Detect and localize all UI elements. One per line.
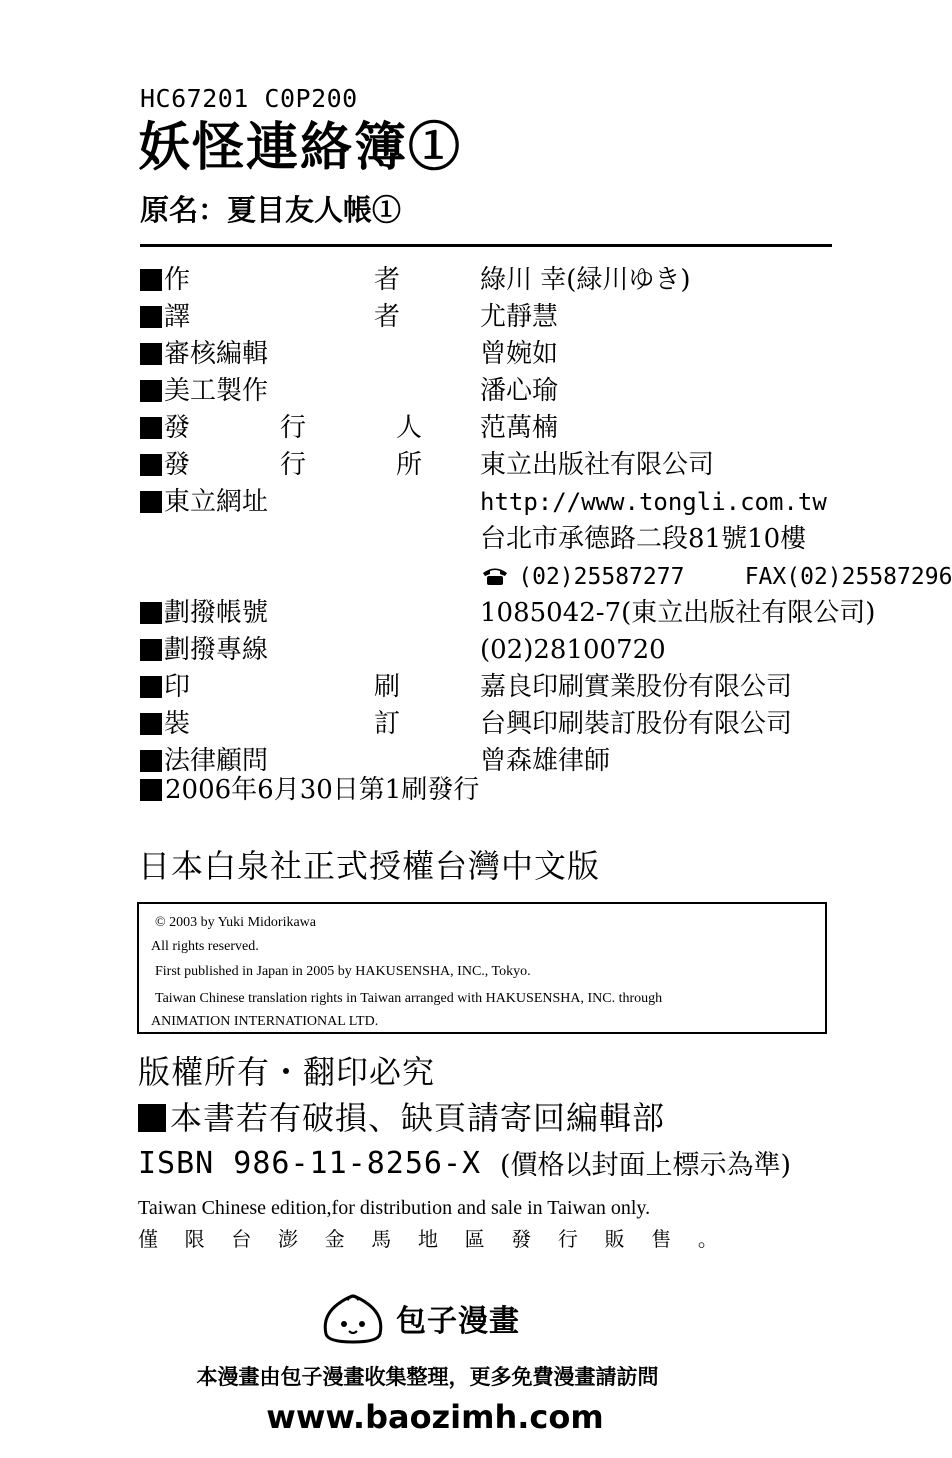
square-bullet-icon — [140, 343, 162, 365]
credit-value: 曾婉如 — [480, 339, 559, 369]
credit-label: 法律顧問 — [164, 746, 269, 776]
credit-label: 發 行 所 — [164, 450, 422, 480]
isbn: ISBN 986-11-8256-X — [138, 1146, 482, 1181]
credit-value: 東立出版社有限公司 — [480, 450, 715, 480]
credit-label: 劃撥專線 — [164, 635, 269, 665]
authorization-notice: 日本白泉社正式授權台灣中文版 — [138, 847, 601, 885]
damage-notice: 本書若有破損、缺頁請寄回編輯部 — [170, 1099, 666, 1137]
phone-line — [480, 558, 952, 595]
square-bullet-icon — [140, 602, 162, 624]
website-link: http://www.tongli.com.tw — [480, 488, 827, 516]
square-bullet-icon — [140, 417, 162, 439]
credit-label: 東立網址 — [164, 487, 269, 517]
fax-number: FAX(02)25587296 — [744, 564, 952, 590]
promo-text: 本漫畫由包子漫畫收集整理，更多免費漫畫請訪問 — [196, 1365, 659, 1389]
header-divider — [140, 244, 832, 247]
credit-value: 1085042-7(東立出版社有限公司) — [480, 598, 876, 628]
distribution-en: Taiwan Chinese edition,for distribution and sale in Taiwan only. — [138, 1197, 651, 1219]
logo-name: 包子漫畫 — [396, 1304, 520, 1339]
credit-label: 印 刷 — [164, 672, 400, 702]
square-bullet-icon — [140, 750, 162, 772]
credit-label: 美工製作 — [164, 376, 269, 406]
bun-mascot-icon — [320, 1290, 386, 1346]
publish-date-row — [140, 772, 479, 808]
credit-label: 發 行 人 — [164, 413, 422, 443]
copyright-line: © 2003 by Yuki Midorikawa — [155, 915, 316, 930]
square-bullet-icon — [140, 639, 162, 661]
copyright-line: Taiwan Chinese translation rights in Taiwan arranged with HAKUSENSHA, INC. through — [155, 991, 663, 1006]
credit-value: 潘心瑜 — [480, 376, 559, 406]
square-bullet-icon — [140, 306, 162, 328]
credit-value: 范萬楠 — [480, 413, 559, 443]
credit-value: 嘉良印刷實業股份有限公司 — [480, 672, 793, 702]
credit-value: 台興印刷裝訂股份有限公司 — [480, 709, 793, 739]
price-note: (價格以封面上標示為準) — [500, 1150, 792, 1181]
copyright-box — [137, 902, 827, 1034]
credit-label: 裝 訂 — [164, 709, 400, 739]
address: 台北市承德路二段81號10樓 — [480, 524, 807, 554]
credit-value: 曾森雄律師 — [480, 746, 611, 776]
credit-label: 劃撥帳號 — [164, 598, 269, 628]
square-bullet-icon — [140, 713, 162, 735]
telephone-icon — [480, 564, 510, 586]
credit-value: (02)28100720 — [480, 635, 666, 665]
square-bullet-icon — [138, 1104, 166, 1132]
copyright-line: All rights reserved. — [151, 939, 259, 954]
original-title: 原名：夏目友人帳① — [140, 193, 402, 227]
rights-notice: 版權所有・翻印必究 — [138, 1053, 436, 1091]
baozi-logo — [320, 1288, 520, 1348]
site-url[interactable]: www.baozimh.com — [266, 1398, 604, 1436]
damage-notice-row — [138, 1096, 665, 1140]
credit-value: 尤靜慧 — [480, 302, 559, 332]
square-bullet-icon — [140, 491, 162, 513]
publish-date: 2006年6月30日第1刷發行 — [165, 775, 480, 805]
square-bullet-icon — [140, 269, 162, 291]
product-code: HC67201 C0P200 — [140, 84, 358, 113]
credit-label: 譯 者 — [164, 302, 400, 332]
credit-value: 綠川 幸(緑川ゆき) — [480, 265, 691, 295]
square-bullet-icon — [140, 454, 162, 476]
square-bullet-icon — [140, 676, 162, 698]
square-bullet-icon — [140, 380, 162, 402]
copyright-line: First published in Japan in 2005 by HAKUSENSHA, INC., Tokyo. — [155, 964, 531, 979]
phone-number: (02)25587277 — [518, 564, 685, 590]
distribution-zh: 僅 限 台 澎 金 馬 地 區 發 行 販 售 。 — [138, 1227, 718, 1251]
book-title: 妖怪連絡簿① — [138, 117, 463, 178]
square-bullet-icon — [140, 779, 162, 801]
copyright-line: ANIMATION INTERNATIONAL LTD. — [151, 1014, 379, 1029]
credit-label: 作 者 — [164, 265, 400, 295]
credit-label: 審核編輯 — [164, 339, 269, 369]
